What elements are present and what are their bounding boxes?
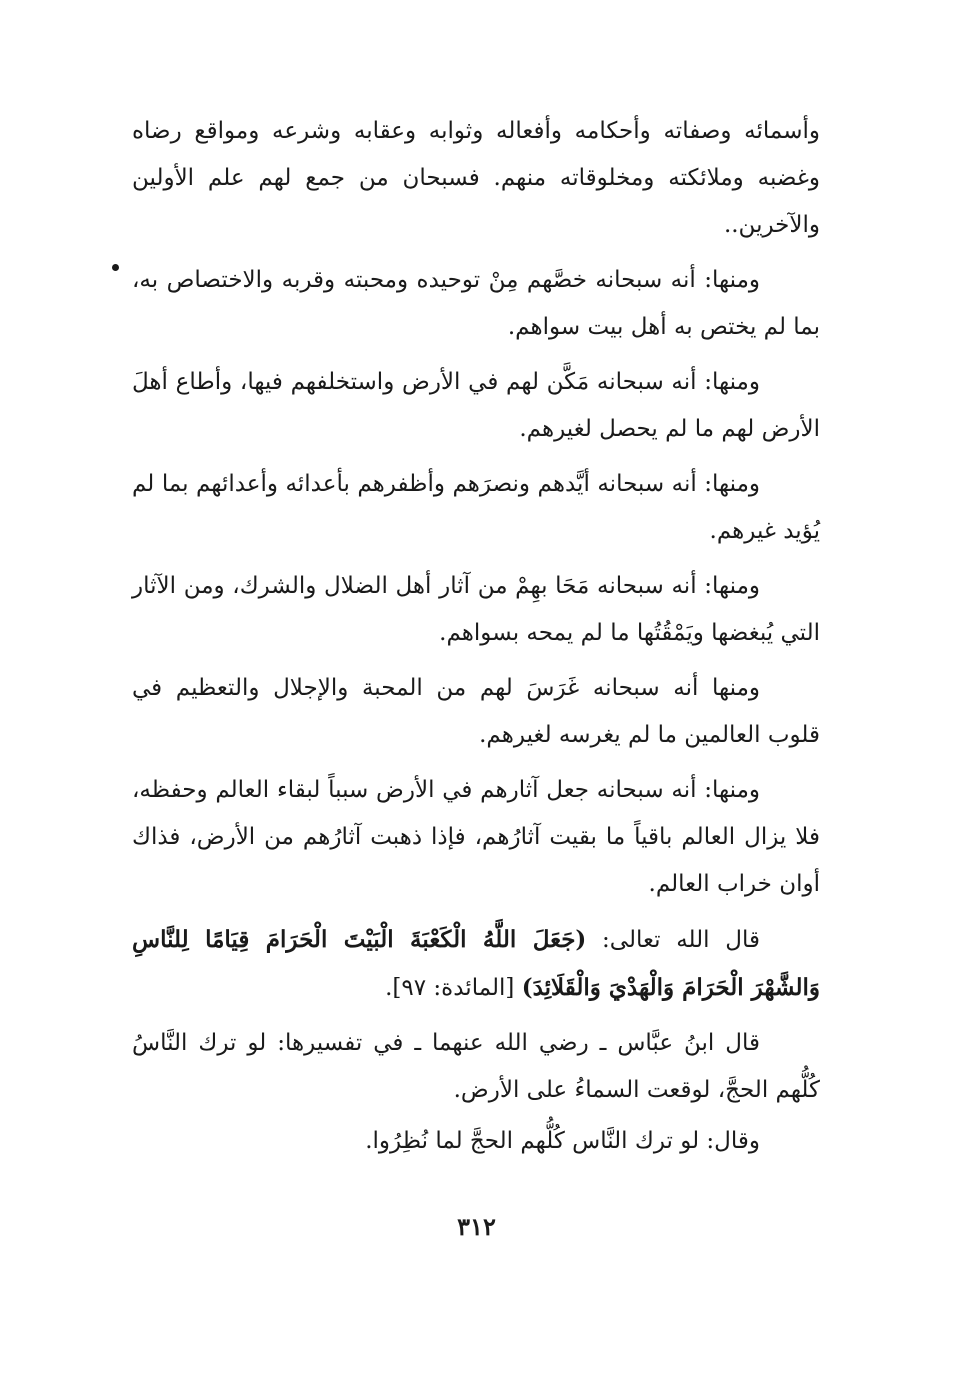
- paragraph: ومنها: أنه سبحانه جعل آثارهم في الأرض سبباً لبقاء العالم وحفظه، فلا يزال العالم باقياً ما بقيت آثارُهم، فإذا ذهبت آثارُهم من الأرض، فذاك أوان خراب العالم.: [132, 777, 820, 897]
- page-number: ٣١٢: [457, 1212, 496, 1241]
- paragraph: قال ابنُ عبَّاس ـ رضي الله عنهما ـ في تفسيرها: لو ترك النَّاسُ كُلُّهم الحجَّ، لوقعت السماءُ على الأرض.: [132, 1030, 820, 1103]
- verse-reference: [المائدة: ٩٧].: [385, 975, 522, 1001]
- paragraph: ومنها: أنه سبحانه مَحَا بهِمْ من آثار أهل الضلال والشرك، ومن الآثار التي يُبغضها ويَمْقُتُها ما لم يمحه بسواهم.: [132, 573, 820, 646]
- verse-paragraph: [132, 916, 820, 1012]
- paragraph: وقال: لو ترك النَّاس كُلُّهم الحجَّ لما نُظِرُوا.: [365, 1128, 760, 1154]
- paragraph: وأسمائه وصفاته وأحكامه وأفعاله وثوابه وعقابه وشرعه ومواقع رضاه وغضبه وملائكته ومخلوقاته منهم. فسبحان من جمع لهم علم الأولين والآخرين..: [132, 118, 820, 238]
- quran-verse: (جَعَلَ اللَّهُ الْكَعْبَةَ الْبَيْتَ الْحَرَامَ قِيَامًا لِلنَّاسِ وَالشَّهْرَ الْحَرَامَ وَالْهَدْيَ وَالْقَلَائِدَ): [132, 926, 820, 1001]
- paragraph: ومنها: أنه سبحانه خصَّهم مِنْ توحيده ومحبته وقربه والاختصاص به، بما لم يختص به أهل بيت سواهم.: [132, 267, 820, 340]
- verse-intro: قال الله تعالى:: [586, 927, 760, 953]
- page-body: [132, 108, 820, 1165]
- paragraph: ومنها: أنه سبحانه مَكَّن لهم في الأرض واستخلفهم فيها، وأطاع أهلَ الأرض لهم ما لم يحصل لغيرهم.: [132, 369, 820, 442]
- paragraph: ومنها أنه سبحانه غَرَسَ لهم من المحبة والإجلال والتعظيم في قلوب العالمين ما لم يغرسه لغيرهم.: [132, 675, 820, 748]
- paragraph: ومنها: أنه سبحانه أيَّدهم ونصرَهم وأظفرهم بأعدائه وأعدائهم بما لم يُؤيد غيرهم.: [132, 471, 820, 544]
- footnote-marker: [112, 264, 119, 271]
